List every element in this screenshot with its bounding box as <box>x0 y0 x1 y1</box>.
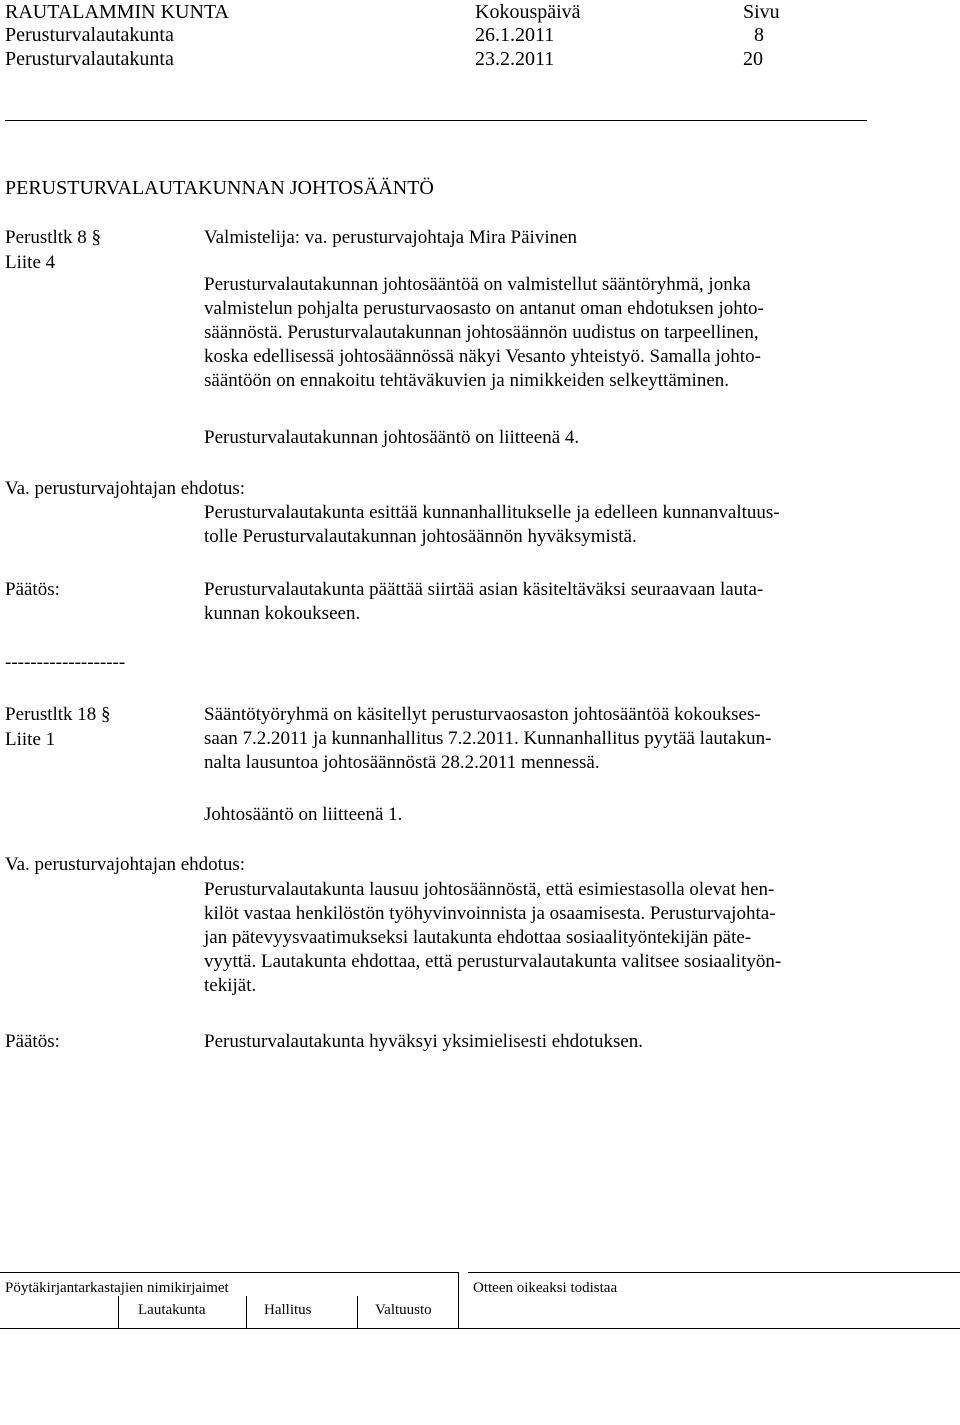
meeting-date-label: Kokouspäivä <box>475 1 581 23</box>
proposal-line: tekijät. <box>204 975 257 996</box>
section1-proposal <box>204 501 864 549</box>
attachment-note: Perusturvalautakunnan johtosääntö on liitteenä 4. <box>204 427 580 448</box>
footer-body-government: Hallitus <box>264 1302 312 1318</box>
signatures-label: Pöytäkirjantarkastajien nimikirjaimet <box>5 1280 229 1296</box>
header-body-2: Perusturvalautakunta <box>5 48 174 70</box>
decision-line: Perusturvalautakunta päättää siirtää asian käsiteltäväksi seuraavaan lauta- <box>204 579 764 600</box>
footer-divider <box>118 1296 119 1328</box>
proposal-line: Perusturvalautakunta esittää kunnanhallitukselle ja edelleen kunnanvaltuus- <box>204 502 780 523</box>
footer-rule-left <box>0 1272 458 1273</box>
section1-body <box>204 273 864 393</box>
decision-label: Päätös: <box>5 1031 60 1052</box>
body-line: Perusturvalautakunnan johtosääntöä on valmistellut sääntöryhmä, jonka <box>204 274 751 295</box>
header-page-2: 20 <box>743 48 763 70</box>
body-line: Sääntötyöryhmä on käsitellyt perusturvaosaston johtosääntöä kokoukses- <box>204 704 761 725</box>
preparer-line: Valmistelija: va. perusturvajohtaja Mira Päivinen <box>204 227 578 248</box>
footer-rule-right <box>468 1272 960 1273</box>
document-title: PERUSTURVALAUTAKUNNAN JOHTOSÄÄNTÖ <box>5 177 434 199</box>
decision-line: kunnan kokoukseen. <box>204 603 361 624</box>
header-rule <box>5 120 867 121</box>
body-line: sääntöön on ennakoitu tehtäväkuvien ja nimikkeiden selkeyttäminen. <box>204 370 729 391</box>
section-ref-18: Perustltk 18 § <box>5 704 111 725</box>
section2-decision <box>204 1030 864 1054</box>
attachment-ref-4: Liite 4 <box>5 252 56 273</box>
body-line: säännöstä. Perusturvalautakunnan johtosäännön uudistus on tarpeellinen, <box>204 322 759 343</box>
proposal-label: Va. perusturvajohtajan ehdotus: <box>5 854 246 875</box>
footer-divider <box>458 1272 459 1328</box>
body-line: valmistelun pohjalta perusturvaosasto on antanut oman ehdotuksen johto- <box>204 298 764 319</box>
footer-body-council: Valtuusto <box>375 1302 432 1318</box>
footer-divider <box>357 1296 358 1328</box>
section2-proposal <box>204 878 864 998</box>
proposal-line: kilöt vastaa henkilöstön työhyvinvoinnista ja osaamisesta. Perusturvajohta- <box>204 903 776 924</box>
section1-decision <box>204 578 864 626</box>
section2-body <box>204 703 864 775</box>
section-ref-8: Perustltk 8 § <box>5 227 102 248</box>
section-separator: ------------------- <box>5 652 126 673</box>
attachment-note: Johtosääntö on liitteenä 1. <box>204 804 403 825</box>
header-date-1: 26.1.2011 <box>475 24 555 46</box>
proposal-line: vyyttä. Lautakunta ehdottaa, että perusturvalautakunta valitsee sosiaalityön- <box>204 951 782 972</box>
footer-rule-bottom <box>0 1328 960 1329</box>
header-date-2: 23.2.2011 <box>475 48 555 70</box>
proposal-line: Perusturvalautakunta lausuu johtosäännöstä, että esimiestasolla olevat hen- <box>204 879 775 900</box>
body-line: nalta lausuntoa johtosäännöstä 28.2.2011 mennessä. <box>204 752 600 773</box>
attachment-ref-1: Liite 1 <box>5 729 56 750</box>
footer-body-board: Lautakunta <box>138 1302 206 1318</box>
header-body-1: Perusturvalautakunta <box>5 24 174 46</box>
certified-label: Otteen oikeaksi todistaa <box>473 1280 618 1296</box>
proposal-line: tolle Perusturvalautakunnan johtosäännön hyväksymistä. <box>204 526 637 547</box>
footer-divider <box>246 1296 247 1328</box>
proposal-label: Va. perusturvajohtajan ehdotus: <box>5 478 246 499</box>
body-line: saan 7.2.2011 ja kunnanhallitus 7.2.2011. Kunnanhallitus pyytää lautakun- <box>204 728 772 749</box>
header-page-1: 8 <box>754 24 764 46</box>
body-line: koska edellisessä johtosäännössä näkyi Vesanto yhteistyö. Samalla johto- <box>204 346 761 367</box>
decision-label: Päätös: <box>5 579 60 600</box>
page-label: Sivu <box>743 1 780 23</box>
municipality-name: RAUTALAMMIN KUNTA <box>5 1 230 23</box>
proposal-line: jan pätevyysvaatimukseksi lautakunta ehdottaa sosiaalityöntekijän päte- <box>204 927 752 948</box>
decision-line: Perusturvalautakunta hyväksyi yksimielisesti ehdotuksen. <box>204 1031 644 1052</box>
